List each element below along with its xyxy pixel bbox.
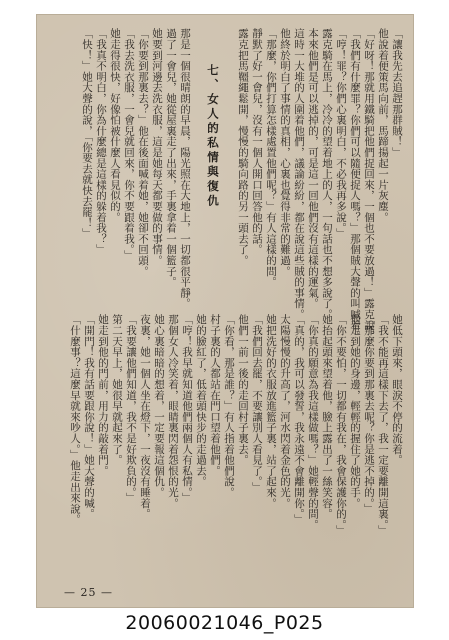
section-heading: 七、女人的私情與復仇 bbox=[206, 64, 220, 209]
text-column: 「讓我先去追趕那群賊！」 bbox=[391, 28, 403, 158]
text-column: 她的臉紅了，低着頭快步的走過去。 bbox=[195, 314, 207, 487]
text-column: 他們一前一後的走回村子裏去。 bbox=[237, 314, 249, 466]
text-column: 「我真不明白，你為什麼總是這樣的躲着我？」 bbox=[95, 28, 107, 255]
text-column: 「什麼事？這麼早就來吵人。」他走出來說。 bbox=[69, 314, 81, 525]
text-column: 「那麼你要到那裏去呢？你是逃不掉的。」 bbox=[363, 314, 375, 514]
text-column: 她抬起頭來望着他，臉上露出了一絲笑容。 bbox=[321, 314, 333, 520]
text-column: 他終於明白了事情的真相，心裏也覺得非常的難過。 bbox=[279, 28, 291, 277]
text-column: 她心裏暗暗的想着，一定要報這個仇。 bbox=[153, 314, 165, 498]
page-number: — 25 — bbox=[64, 586, 113, 599]
text-column: 太陽慢慢的升高了，河水閃着金色的光。 bbox=[279, 314, 291, 509]
text-column: 「我去洗衣服，一會兒就回來，你不要跟着我。」 bbox=[123, 28, 135, 261]
text-column: 夜裏，她一個人坐在燈下，一夜沒有睡着。 bbox=[139, 314, 151, 520]
text-column: 她要到河邊去洗衣服，這是她每天都要做的事情。 bbox=[151, 28, 163, 266]
text-column: 「好呀！那就用鐵騎把他們捉回來，一個也不要放過！」露克說。 bbox=[363, 28, 375, 342]
text-column: 「你看，那是誰？」有人指着他們說。 bbox=[223, 314, 235, 498]
text-column: 「哼！我早就知道他們兩個人有私情。」 bbox=[181, 314, 193, 504]
text-column: 「你要到那裏去？」他在後面喊着她，她卻不回頭。 bbox=[137, 28, 149, 277]
text-column: 「你不要怕，一切都有我在，我會保護你的。」 bbox=[335, 314, 347, 536]
text-column: 他說着便策馬向前，馬蹄揚起一片灰塵。 bbox=[377, 28, 389, 223]
text-column: 她走得很快，好像怕被什麼人看見似的。 bbox=[109, 28, 121, 223]
text-column: 過了一會兒，她從屋裏走了出來，手裏拿着一個籃子。 bbox=[165, 28, 177, 288]
text-column: 「哼！罪？你們心裏明白，不必我再多說。」 bbox=[335, 28, 347, 239]
text-column: 「你真的願意為我這樣做嗎？」她輕聲的問。 bbox=[307, 314, 319, 530]
text-column: 「我們回去罷，不要讓別人看見了。」 bbox=[251, 314, 263, 493]
text-column: 她低下頭來，眼淚不停的流着。 bbox=[391, 314, 403, 466]
text-column: 這時一大堆的人圍着他們，議論紛紛，都在說這些賊的事情。 bbox=[293, 28, 305, 320]
text-column: 她走到他的門前，用力的敲着門。 bbox=[97, 314, 109, 476]
text-column: 「我不能再這樣下去了，我一定要離開這裏。」 bbox=[377, 314, 389, 536]
text-column: 村子裏的人都站在門口望着他們。 bbox=[209, 314, 221, 476]
paper-sheet bbox=[36, 14, 414, 608]
text-column: 第二天早上，她很早就起來了。 bbox=[111, 314, 123, 466]
text-column: 「我們有什麼罪？你們可以隨便捉人嗎？」那個賊大聲的叫喊着。 bbox=[349, 28, 361, 342]
text-column: 露克把馬韁繩鬆開，慢慢的騎向路的另一頭去了。 bbox=[237, 28, 249, 266]
text-column: 她把洗好的衣服放進籃子裏，站了起來。 bbox=[265, 314, 277, 509]
text-column: 「我要讓他們知道，我不是好欺負的。」 bbox=[125, 314, 137, 504]
text-column: 他走到她的身邊，輕輕的握住了她的手。 bbox=[349, 314, 361, 509]
text-column: 露克騎在馬上，冷冷的望着地上的人，一句話也不想多說了。 bbox=[321, 28, 333, 320]
archive-id-caption: 20060021046_P025 bbox=[125, 612, 324, 634]
text-column: 那是一個很晴朗的早晨，陽光照在大地上，一切都很平靜。 bbox=[179, 28, 191, 309]
text-column: 「真的，我可以發誓，我永遠不會離開你。」 bbox=[293, 314, 305, 525]
text-column: 靜默了好一會兒，沒有一個人開口回答他的話。 bbox=[251, 28, 263, 255]
text-column: 那個女人冷笑着，眼睛裏閃着怨恨的光。 bbox=[167, 314, 179, 509]
text-column: 「開門！我有話要跟你說！」她大聲的喊。 bbox=[83, 314, 95, 520]
text-column: 「那麼，你們打算怎樣處置他們呢？」有人這樣的問。 bbox=[265, 28, 277, 288]
text-column: 本來他們是可以逃掉的，可是這一回他們沒有這樣的運氣。 bbox=[307, 28, 319, 309]
text-column: 「快！」她大聲的說，「你要去就快去罷！」 bbox=[81, 28, 93, 239]
